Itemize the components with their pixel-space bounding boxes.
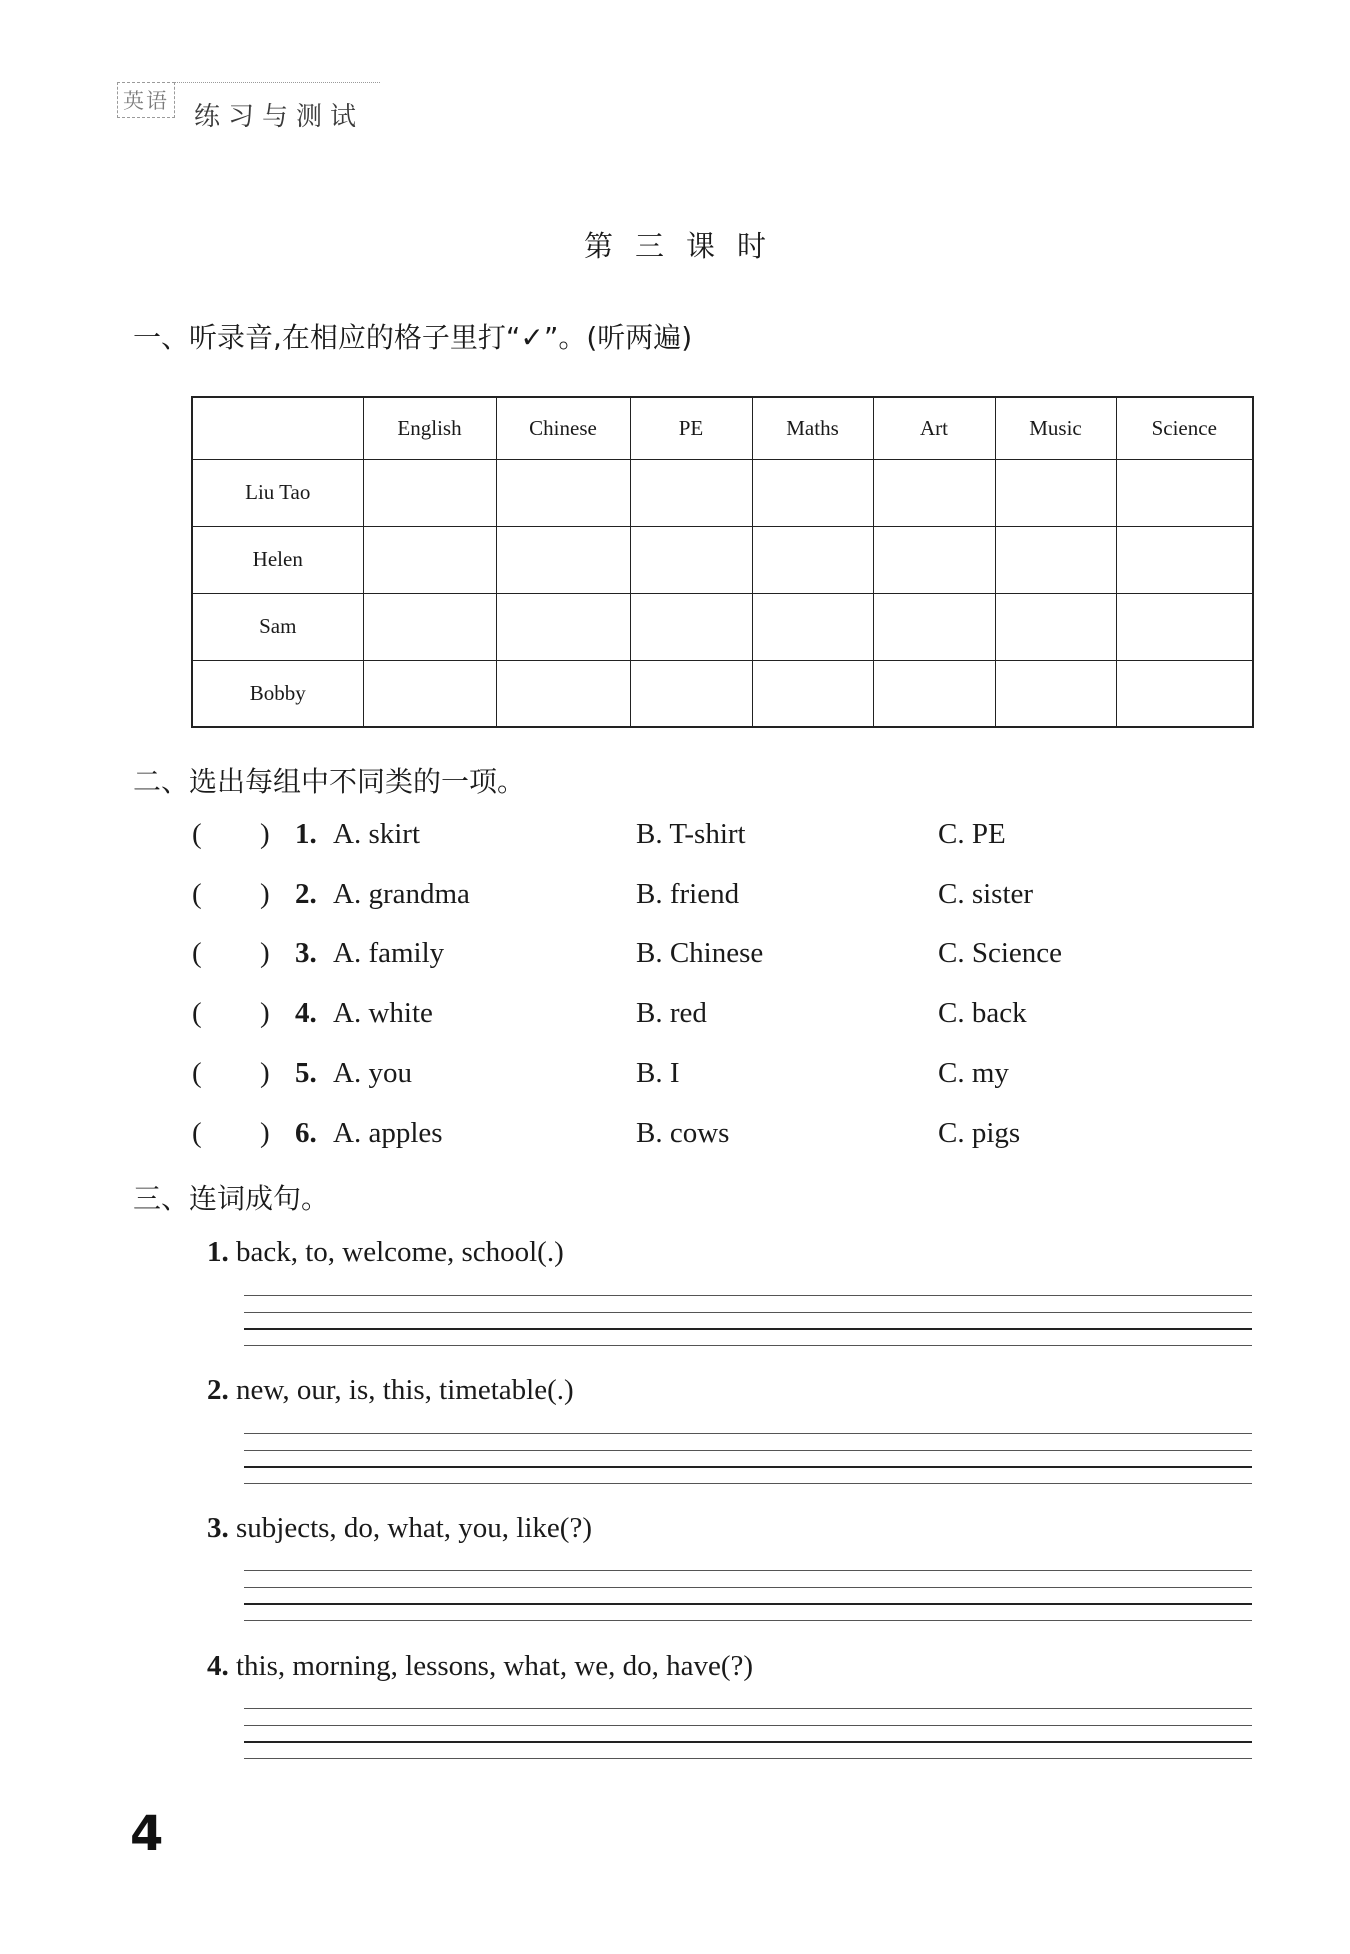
- question-row: [192, 937, 1252, 977]
- question-row: [192, 1117, 1252, 1157]
- option-c: C. Science: [938, 937, 1063, 969]
- writing-line[interactable]: [244, 1450, 1252, 1451]
- grid-row-label: Helen: [192, 526, 363, 593]
- question-row: [192, 997, 1252, 1037]
- grid-row-label: Liu Tao: [192, 459, 363, 526]
- section2-title: 二、选出每组中不同类的一项。: [133, 765, 526, 798]
- option-b: B. cows: [636, 1117, 730, 1149]
- prompt-words: back, to, welcome, school(.): [236, 1236, 564, 1268]
- writing-baseline[interactable]: [244, 1466, 1252, 1468]
- grid-cell[interactable]: [873, 526, 995, 593]
- writing-baseline[interactable]: [244, 1741, 1252, 1743]
- grid-row-label: Bobby: [192, 660, 363, 727]
- grid-cell[interactable]: [995, 526, 1116, 593]
- question-number: 5.: [295, 1057, 317, 1089]
- prompt-words: subjects, do, what, you, like(?): [236, 1512, 592, 1544]
- grid-cell[interactable]: [363, 526, 496, 593]
- writing-line[interactable]: [244, 1708, 1252, 1709]
- grid-col-maths: Maths: [752, 397, 873, 459]
- option-c: C. pigs: [938, 1117, 1021, 1149]
- sentence-prompt: [207, 1374, 574, 1407]
- grid-col-science: Science: [1116, 397, 1253, 459]
- grid-row-liu-tao: [192, 459, 1253, 526]
- sentence-prompt: [207, 1512, 592, 1545]
- answer-paren-open: (: [192, 1117, 202, 1149]
- answer-paren-close: ): [260, 997, 270, 1029]
- prompt-number: 3.: [207, 1512, 229, 1544]
- option-a: A. white: [333, 997, 433, 1029]
- option-b: B. Chinese: [636, 937, 764, 969]
- option-c: C. back: [938, 997, 1027, 1029]
- section1-title: 一、听录音,在相应的格子里打“✓”。(听两遍): [133, 321, 693, 354]
- question-number: 6.: [295, 1117, 317, 1149]
- option-a: A. grandma: [333, 878, 470, 910]
- grid-row-bobby: [192, 660, 1253, 727]
- writing-baseline[interactable]: [244, 1603, 1252, 1605]
- grid-cell[interactable]: [995, 459, 1116, 526]
- question-row: [192, 878, 1252, 918]
- writing-line[interactable]: [244, 1295, 1252, 1296]
- subject-label: 英语: [123, 89, 169, 113]
- writing-line[interactable]: [244, 1570, 1252, 1571]
- sentence-prompt: [207, 1650, 753, 1683]
- grid-cell[interactable]: [873, 593, 995, 660]
- option-a: A. apples: [333, 1117, 443, 1149]
- sentence-prompt: [207, 1236, 564, 1269]
- question-number: 2.: [295, 878, 317, 910]
- writing-baseline[interactable]: [244, 1328, 1252, 1330]
- option-c: C. sister: [938, 878, 1034, 910]
- grid-cell[interactable]: [630, 526, 752, 593]
- grid-cell[interactable]: [1116, 660, 1253, 727]
- answer-paren-close: ): [260, 937, 270, 969]
- answer-paren-open: (: [192, 878, 202, 910]
- grid-col-chinese: Chinese: [496, 397, 630, 459]
- grid-cell[interactable]: [496, 593, 630, 660]
- writing-line[interactable]: [244, 1345, 1252, 1346]
- writing-line[interactable]: [244, 1433, 1252, 1434]
- option-b: B. T-shirt: [636, 818, 746, 850]
- option-c: C. PE: [938, 818, 1006, 850]
- grid-header-row: [192, 397, 1253, 459]
- lesson-title: 第三课时: [583, 229, 788, 263]
- option-b: B. I: [636, 1057, 680, 1089]
- option-b: B. friend: [636, 878, 740, 910]
- option-a: A. you: [333, 1057, 412, 1089]
- answer-paren-open: (: [192, 997, 202, 1029]
- grid-col-music: Music: [995, 397, 1116, 459]
- option-b: B. red: [636, 997, 707, 1029]
- question-row: [192, 1057, 1252, 1097]
- grid-cell[interactable]: [873, 459, 995, 526]
- prompt-number: 2.: [207, 1374, 229, 1406]
- grid-cell[interactable]: [1116, 526, 1253, 593]
- question-number: 1.: [295, 818, 317, 850]
- grid-cell[interactable]: [752, 660, 873, 727]
- option-a: A. family: [333, 937, 445, 969]
- grid-cell[interactable]: [363, 459, 496, 526]
- prompt-words: new, our, is, this, timetable(.): [236, 1374, 574, 1406]
- grid-cell[interactable]: [752, 526, 873, 593]
- grid-cell[interactable]: [496, 660, 630, 727]
- grid-row-sam: [192, 593, 1253, 660]
- writing-line[interactable]: [244, 1620, 1252, 1621]
- page-number: 4: [130, 1806, 164, 1862]
- writing-line[interactable]: [244, 1725, 1252, 1726]
- prompt-number: 4.: [207, 1650, 229, 1682]
- book-title: 练习与测试: [194, 102, 365, 132]
- grid-row-label: Sam: [192, 593, 363, 660]
- grid-cell[interactable]: [1116, 593, 1253, 660]
- grid-cell[interactable]: [363, 593, 496, 660]
- option-c: C. my: [938, 1057, 1009, 1089]
- header-divider: [175, 82, 380, 83]
- grid-row-helen: [192, 526, 1253, 593]
- grid-col-art: Art: [873, 397, 995, 459]
- grid-cell[interactable]: [752, 459, 873, 526]
- writing-line[interactable]: [244, 1758, 1252, 1759]
- answer-paren-open: (: [192, 937, 202, 969]
- grid-cell[interactable]: [630, 660, 752, 727]
- writing-line[interactable]: [244, 1312, 1252, 1313]
- answer-paren-close: ): [260, 818, 270, 850]
- grid-cell[interactable]: [363, 660, 496, 727]
- section3-title: 三、连词成句。: [133, 1182, 330, 1215]
- grid-cell[interactable]: [1116, 459, 1253, 526]
- grid-col-pe: PE: [630, 397, 752, 459]
- prompt-number: 1.: [207, 1236, 229, 1268]
- question-number: 4.: [295, 997, 317, 1029]
- prompt-words: this, morning, lessons, what, we, do, have(?): [236, 1650, 754, 1682]
- question-row: [192, 818, 1252, 858]
- grid-cell[interactable]: [630, 593, 752, 660]
- grid-cell[interactable]: [630, 459, 752, 526]
- answer-paren-open: (: [192, 1057, 202, 1089]
- question-number: 3.: [295, 937, 317, 969]
- listening-grid: [191, 396, 1254, 728]
- grid-col-english: English: [363, 397, 496, 459]
- grid-cell[interactable]: [873, 660, 995, 727]
- grid-cell[interactable]: [995, 593, 1116, 660]
- option-a: A. skirt: [333, 818, 420, 850]
- grid-cell[interactable]: [496, 459, 630, 526]
- writing-line[interactable]: [244, 1483, 1252, 1484]
- answer-paren-close: ): [260, 1057, 270, 1089]
- grid-corner-cell: [192, 397, 363, 459]
- grid-cell[interactable]: [752, 593, 873, 660]
- subject-tag: [117, 82, 175, 118]
- grid-cell[interactable]: [496, 526, 630, 593]
- answer-paren-open: (: [192, 818, 202, 850]
- grid-cell[interactable]: [995, 660, 1116, 727]
- answer-paren-close: ): [260, 1117, 270, 1149]
- answer-paren-close: ): [260, 878, 270, 910]
- writing-line[interactable]: [244, 1587, 1252, 1588]
